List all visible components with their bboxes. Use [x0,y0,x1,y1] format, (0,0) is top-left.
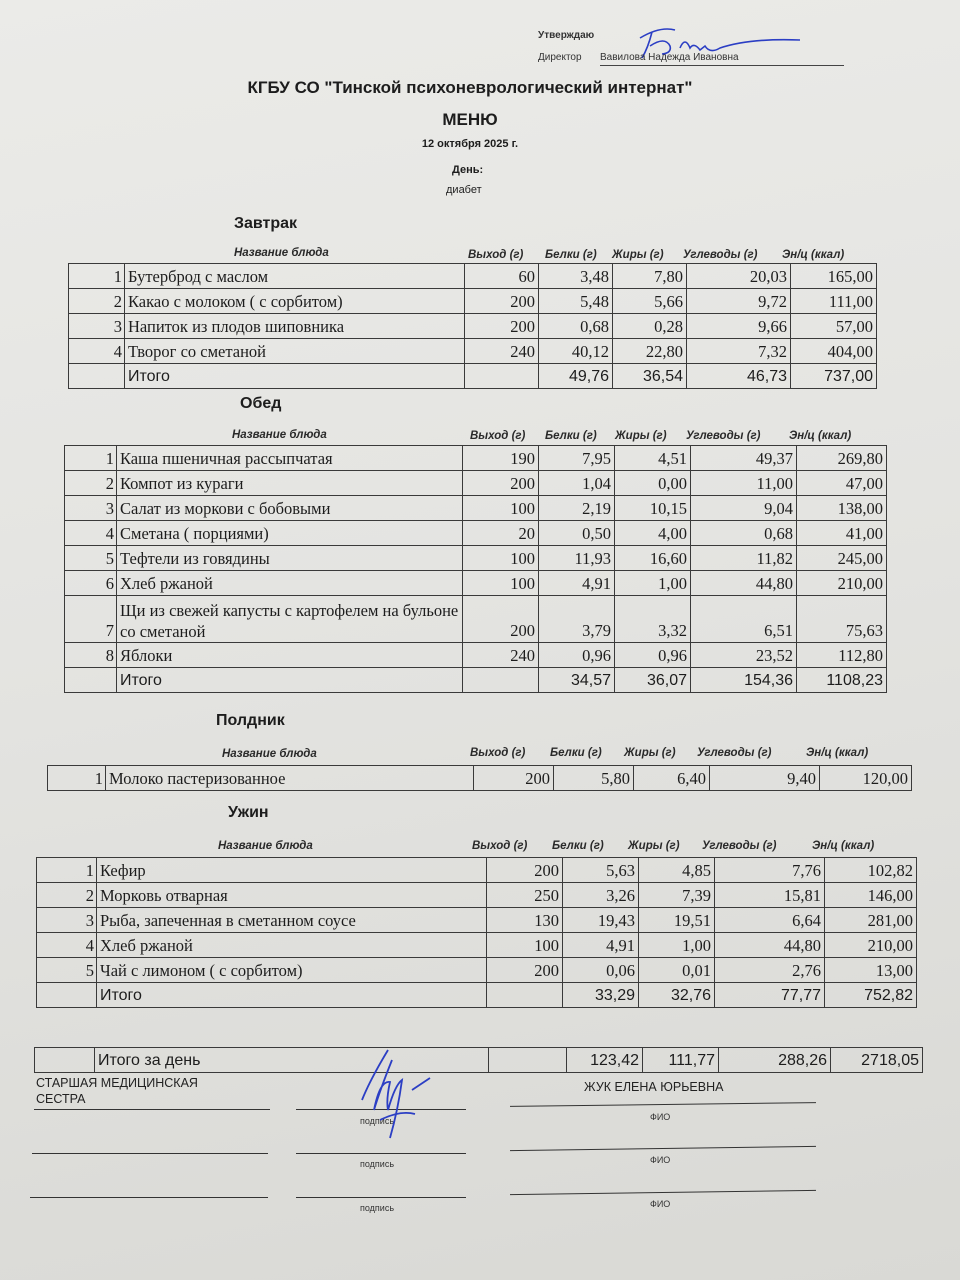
dish-yield: 200 [465,289,539,314]
dish-name: Компот из кураги [117,471,463,496]
menu-date: 12 октября 2025 г. [421,138,519,150]
empty-cell [37,983,97,1008]
dish-yield: 190 [463,446,539,471]
table-row [48,766,912,791]
dish-energy: 245,00 [797,546,887,571]
row-number: 1 [65,446,117,471]
dish-carbs: 49,37 [691,446,797,471]
signatory-name: ЖУК ЕЛЕНА ЮРЬЕВНА [584,1080,724,1094]
table-row [69,314,877,339]
lunch-table [64,445,887,693]
dish-fat: 0,96 [615,643,691,668]
table-row [65,571,887,596]
sign-label: подпись [360,1203,395,1213]
row-number: 8 [65,643,117,668]
day-total-energy: 2718,05 [831,1048,923,1073]
sign-label: подпись [360,1159,395,1169]
col-header-name: Название блюда [234,247,329,259]
dish-carbs: 20,03 [687,264,791,289]
dish-protein: 1,04 [539,471,615,496]
signatory-position: СТАРШАЯ МЕДИЦИНСКАЯ СЕСТРА [36,1076,198,1106]
dish-name: Сметана ( порциями) [117,521,463,546]
dish-carbs: 7,32 [687,339,791,364]
dish-name: Хлеб ржаной [97,933,487,958]
snack-table [47,765,912,791]
col-header-protein: Белки (г) [545,430,597,442]
total-protein: 49,76 [539,364,613,389]
row-number: 2 [65,471,117,496]
dish-fat: 1,00 [639,933,715,958]
signature-line [296,1197,466,1198]
dish-name: Щи из свежей капусты с картофелем на бульоне со сметаной [117,596,463,643]
dish-fat: 6,40 [634,766,710,791]
row-number: 4 [69,339,125,364]
total-row [69,364,877,389]
dish-fat: 4,00 [615,521,691,546]
dish-yield: 200 [463,596,539,643]
empty-cell [69,364,125,389]
col-header-fat: Жиры (г) [628,840,680,852]
total-label: Итого [97,983,487,1008]
table-row [37,933,917,958]
table-row [65,643,887,668]
total-label: Итого [117,668,463,693]
approval-name: Вавилова Надежда Ивановна [600,52,844,66]
section-title-breakfast: Завтрак [234,215,298,232]
dish-yield: 240 [465,339,539,364]
dish-energy: 120,00 [820,766,912,791]
section-title-lunch: Обед [240,395,282,412]
total-label: Итого [125,364,465,389]
empty-cell [65,668,117,693]
day-total-carbs: 288,26 [719,1048,831,1073]
total-fat: 36,54 [613,364,687,389]
dish-energy: 281,00 [825,908,917,933]
dish-protein: 5,80 [554,766,634,791]
dish-fat: 1,00 [615,571,691,596]
dish-energy: 146,00 [825,883,917,908]
dinner-table [36,857,917,1008]
dish-yield: 100 [463,546,539,571]
col-header-name: Название блюда [232,429,327,441]
total-energy: 752,82 [825,983,917,1008]
col-header-name: Название блюда [218,840,313,852]
col-header-energy: Эн/ц (ккал) [782,249,845,261]
col-header-fat: Жиры (г) [624,747,676,759]
dish-fat: 10,15 [615,496,691,521]
dish-protein: 3,48 [539,264,613,289]
dish-protein: 11,93 [539,546,615,571]
col-header-protein: Белки (г) [550,747,602,759]
dish-yield: 200 [463,471,539,496]
empty-cell [35,1048,95,1073]
total-fat: 36,07 [615,668,691,693]
dish-carbs: 11,00 [691,471,797,496]
dish-yield: 240 [463,643,539,668]
total-protein: 33,29 [563,983,639,1008]
dish-protein: 3,26 [563,883,639,908]
dish-carbs: 11,82 [691,546,797,571]
total-energy: 737,00 [791,364,877,389]
signature-line [296,1153,466,1154]
col-header-protein: Белки (г) [552,840,604,852]
dish-name: Салат из моркови с бобовыми [117,496,463,521]
dish-protein: 0,68 [539,314,613,339]
table-row [69,264,877,289]
row-number: 4 [65,521,117,546]
dish-energy: 57,00 [791,314,877,339]
name-label: ФИО [650,1199,671,1209]
dish-yield: 200 [474,766,554,791]
dish-fat: 0,01 [639,958,715,983]
dish-fat: 7,39 [639,883,715,908]
approval-label: Утверждаю [538,30,595,41]
organization-name: КГБУ СО "Тинской психоневрологический интернат" [247,78,693,97]
dish-name: Хлеб ржаной [117,571,463,596]
empty-cell [465,364,539,389]
dish-fat: 4,85 [639,858,715,883]
dish-energy: 165,00 [791,264,877,289]
name-line [510,1190,816,1195]
dish-protein: 0,50 [539,521,615,546]
empty-cell [489,1048,567,1073]
total-row [65,668,887,693]
table-row [65,546,887,571]
total-energy: 1108,23 [797,668,887,693]
dish-name: Каша пшеничная рассыпчатая [117,446,463,471]
table-row [65,596,887,643]
dish-energy: 269,80 [797,446,887,471]
name-line [510,1146,816,1151]
dish-name: Чай с лимоном ( с сорбитом) [97,958,487,983]
row-number: 7 [65,596,117,643]
dish-name: Бутерброд с маслом [125,264,465,289]
dish-name: Напиток из плодов шиповника [125,314,465,339]
table-row [37,858,917,883]
table-row [65,446,887,471]
row-number: 3 [65,496,117,521]
row-number: 5 [37,958,97,983]
row-number: 3 [37,908,97,933]
col-header-protein: Белки (г) [545,249,597,261]
position-line [32,1153,268,1154]
row-number: 5 [65,546,117,571]
day-total-fat: 111,77 [643,1048,719,1073]
dish-energy: 47,00 [797,471,887,496]
dish-carbs: 44,80 [691,571,797,596]
dish-carbs: 9,04 [691,496,797,521]
day-label: День: [452,164,484,176]
col-header-fat: Жиры (г) [612,249,664,261]
dish-yield: 60 [465,264,539,289]
dish-fat: 22,80 [613,339,687,364]
dish-yield: 100 [463,496,539,521]
dish-yield: 200 [487,858,563,883]
dish-fat: 0,28 [613,314,687,339]
dish-protein: 4,91 [563,933,639,958]
position-line [34,1109,270,1110]
dish-name: Морковь отварная [97,883,487,908]
table-row [65,521,887,546]
dish-name: Кефир [97,858,487,883]
row-number: 3 [69,314,125,339]
dish-energy: 404,00 [791,339,877,364]
col-header-carbs: Углеводы (г) [702,840,777,852]
dish-protein: 7,95 [539,446,615,471]
sign-label: подпись [360,1116,395,1126]
total-carbs: 77,77 [715,983,825,1008]
col-header-yield: Выход (г) [470,430,526,442]
table-row [69,289,877,314]
dish-fat: 0,00 [615,471,691,496]
row-number: 4 [37,933,97,958]
table-row [69,339,877,364]
dish-carbs: 9,66 [687,314,791,339]
dish-fat: 19,51 [639,908,715,933]
col-header-energy: Эн/ц (ккал) [806,747,869,759]
dish-energy: 13,00 [825,958,917,983]
col-header-carbs: Углеводы (г) [697,747,772,759]
row-number: 2 [69,289,125,314]
row-number: 6 [65,571,117,596]
dish-carbs: 15,81 [715,883,825,908]
page-title: МЕНЮ [442,110,498,129]
empty-cell [487,983,563,1008]
table-row [65,496,887,521]
diet-type: диабет [446,184,482,196]
total-carbs: 46,73 [687,364,791,389]
table-row [37,908,917,933]
approval-role: Директор [538,52,582,63]
dish-yield: 200 [465,314,539,339]
dish-yield: 100 [487,933,563,958]
empty-cell [463,668,539,693]
total-carbs: 154,36 [691,668,797,693]
dish-name: Тефтели из говядины [117,546,463,571]
section-title-dinner: Ужин [228,804,269,821]
row-number: 2 [37,883,97,908]
dish-protein: 5,63 [563,858,639,883]
dish-energy: 102,82 [825,858,917,883]
section-title-snack: Полдник [216,712,285,729]
dish-fat: 3,32 [615,596,691,643]
row-number: 1 [37,858,97,883]
dish-name: Яблоки [117,643,463,668]
dish-protein: 40,12 [539,339,613,364]
breakfast-table [68,263,877,389]
dish-energy: 41,00 [797,521,887,546]
day-total-table [34,1047,923,1073]
dish-yield: 250 [487,883,563,908]
dish-energy: 111,00 [791,289,877,314]
dish-carbs: 2,76 [715,958,825,983]
dish-energy: 210,00 [797,571,887,596]
col-header-yield: Выход (г) [472,840,528,852]
dish-protein: 5,48 [539,289,613,314]
dish-carbs: 23,52 [691,643,797,668]
table-row [37,958,917,983]
dish-protein: 19,43 [563,908,639,933]
nurse-signature-icon [340,1040,470,1150]
dish-name: Какао с молоком ( с сорбитом) [125,289,465,314]
dish-fat: 5,66 [613,289,687,314]
name-label: ФИО [650,1155,671,1165]
col-header-yield: Выход (г) [470,747,526,759]
dish-energy: 138,00 [797,496,887,521]
dish-carbs: 9,40 [710,766,820,791]
dish-carbs: 0,68 [691,521,797,546]
day-total-row [35,1048,923,1073]
dish-name: Рыба, запеченная в сметанном соусе [97,908,487,933]
dish-energy: 112,80 [797,643,887,668]
dish-yield: 200 [487,958,563,983]
dish-name: Молоко пастеризованное [106,766,474,791]
dish-carbs: 9,72 [687,289,791,314]
dish-protein: 4,91 [539,571,615,596]
dish-carbs: 7,76 [715,858,825,883]
col-header-carbs: Углеводы (г) [683,249,758,261]
col-header-name: Название блюда [222,748,317,760]
total-row [37,983,917,1008]
table-row [65,471,887,496]
dish-yield: 130 [487,908,563,933]
dish-protein: 2,19 [539,496,615,521]
col-header-energy: Эн/ц (ккал) [789,430,852,442]
total-fat: 32,76 [639,983,715,1008]
col-header-fat: Жиры (г) [615,430,667,442]
dish-carbs: 44,80 [715,933,825,958]
dish-fat: 4,51 [615,446,691,471]
dish-carbs: 6,64 [715,908,825,933]
dish-protein: 3,79 [539,596,615,643]
dish-fat: 16,60 [615,546,691,571]
position-line [30,1197,268,1198]
dish-yield: 20 [463,521,539,546]
row-number: 1 [48,766,106,791]
table-row [37,883,917,908]
dish-energy: 210,00 [825,933,917,958]
dish-name: Творог со сметаной [125,339,465,364]
col-header-carbs: Углеводы (г) [686,430,761,442]
dish-energy: 75,63 [797,596,887,643]
name-label: ФИО [650,1112,671,1122]
total-protein: 34,57 [539,668,615,693]
dish-protein: 0,06 [563,958,639,983]
day-total-label: Итого за день [95,1048,489,1073]
row-number: 1 [69,264,125,289]
col-header-yield: Выход (г) [468,249,524,261]
dish-yield: 100 [463,571,539,596]
col-header-energy: Эн/ц (ккал) [812,840,875,852]
dish-protein: 0,96 [539,643,615,668]
day-total-protein: 123,42 [567,1048,643,1073]
dish-fat: 7,80 [613,264,687,289]
name-line [510,1102,816,1107]
dish-carbs: 6,51 [691,596,797,643]
